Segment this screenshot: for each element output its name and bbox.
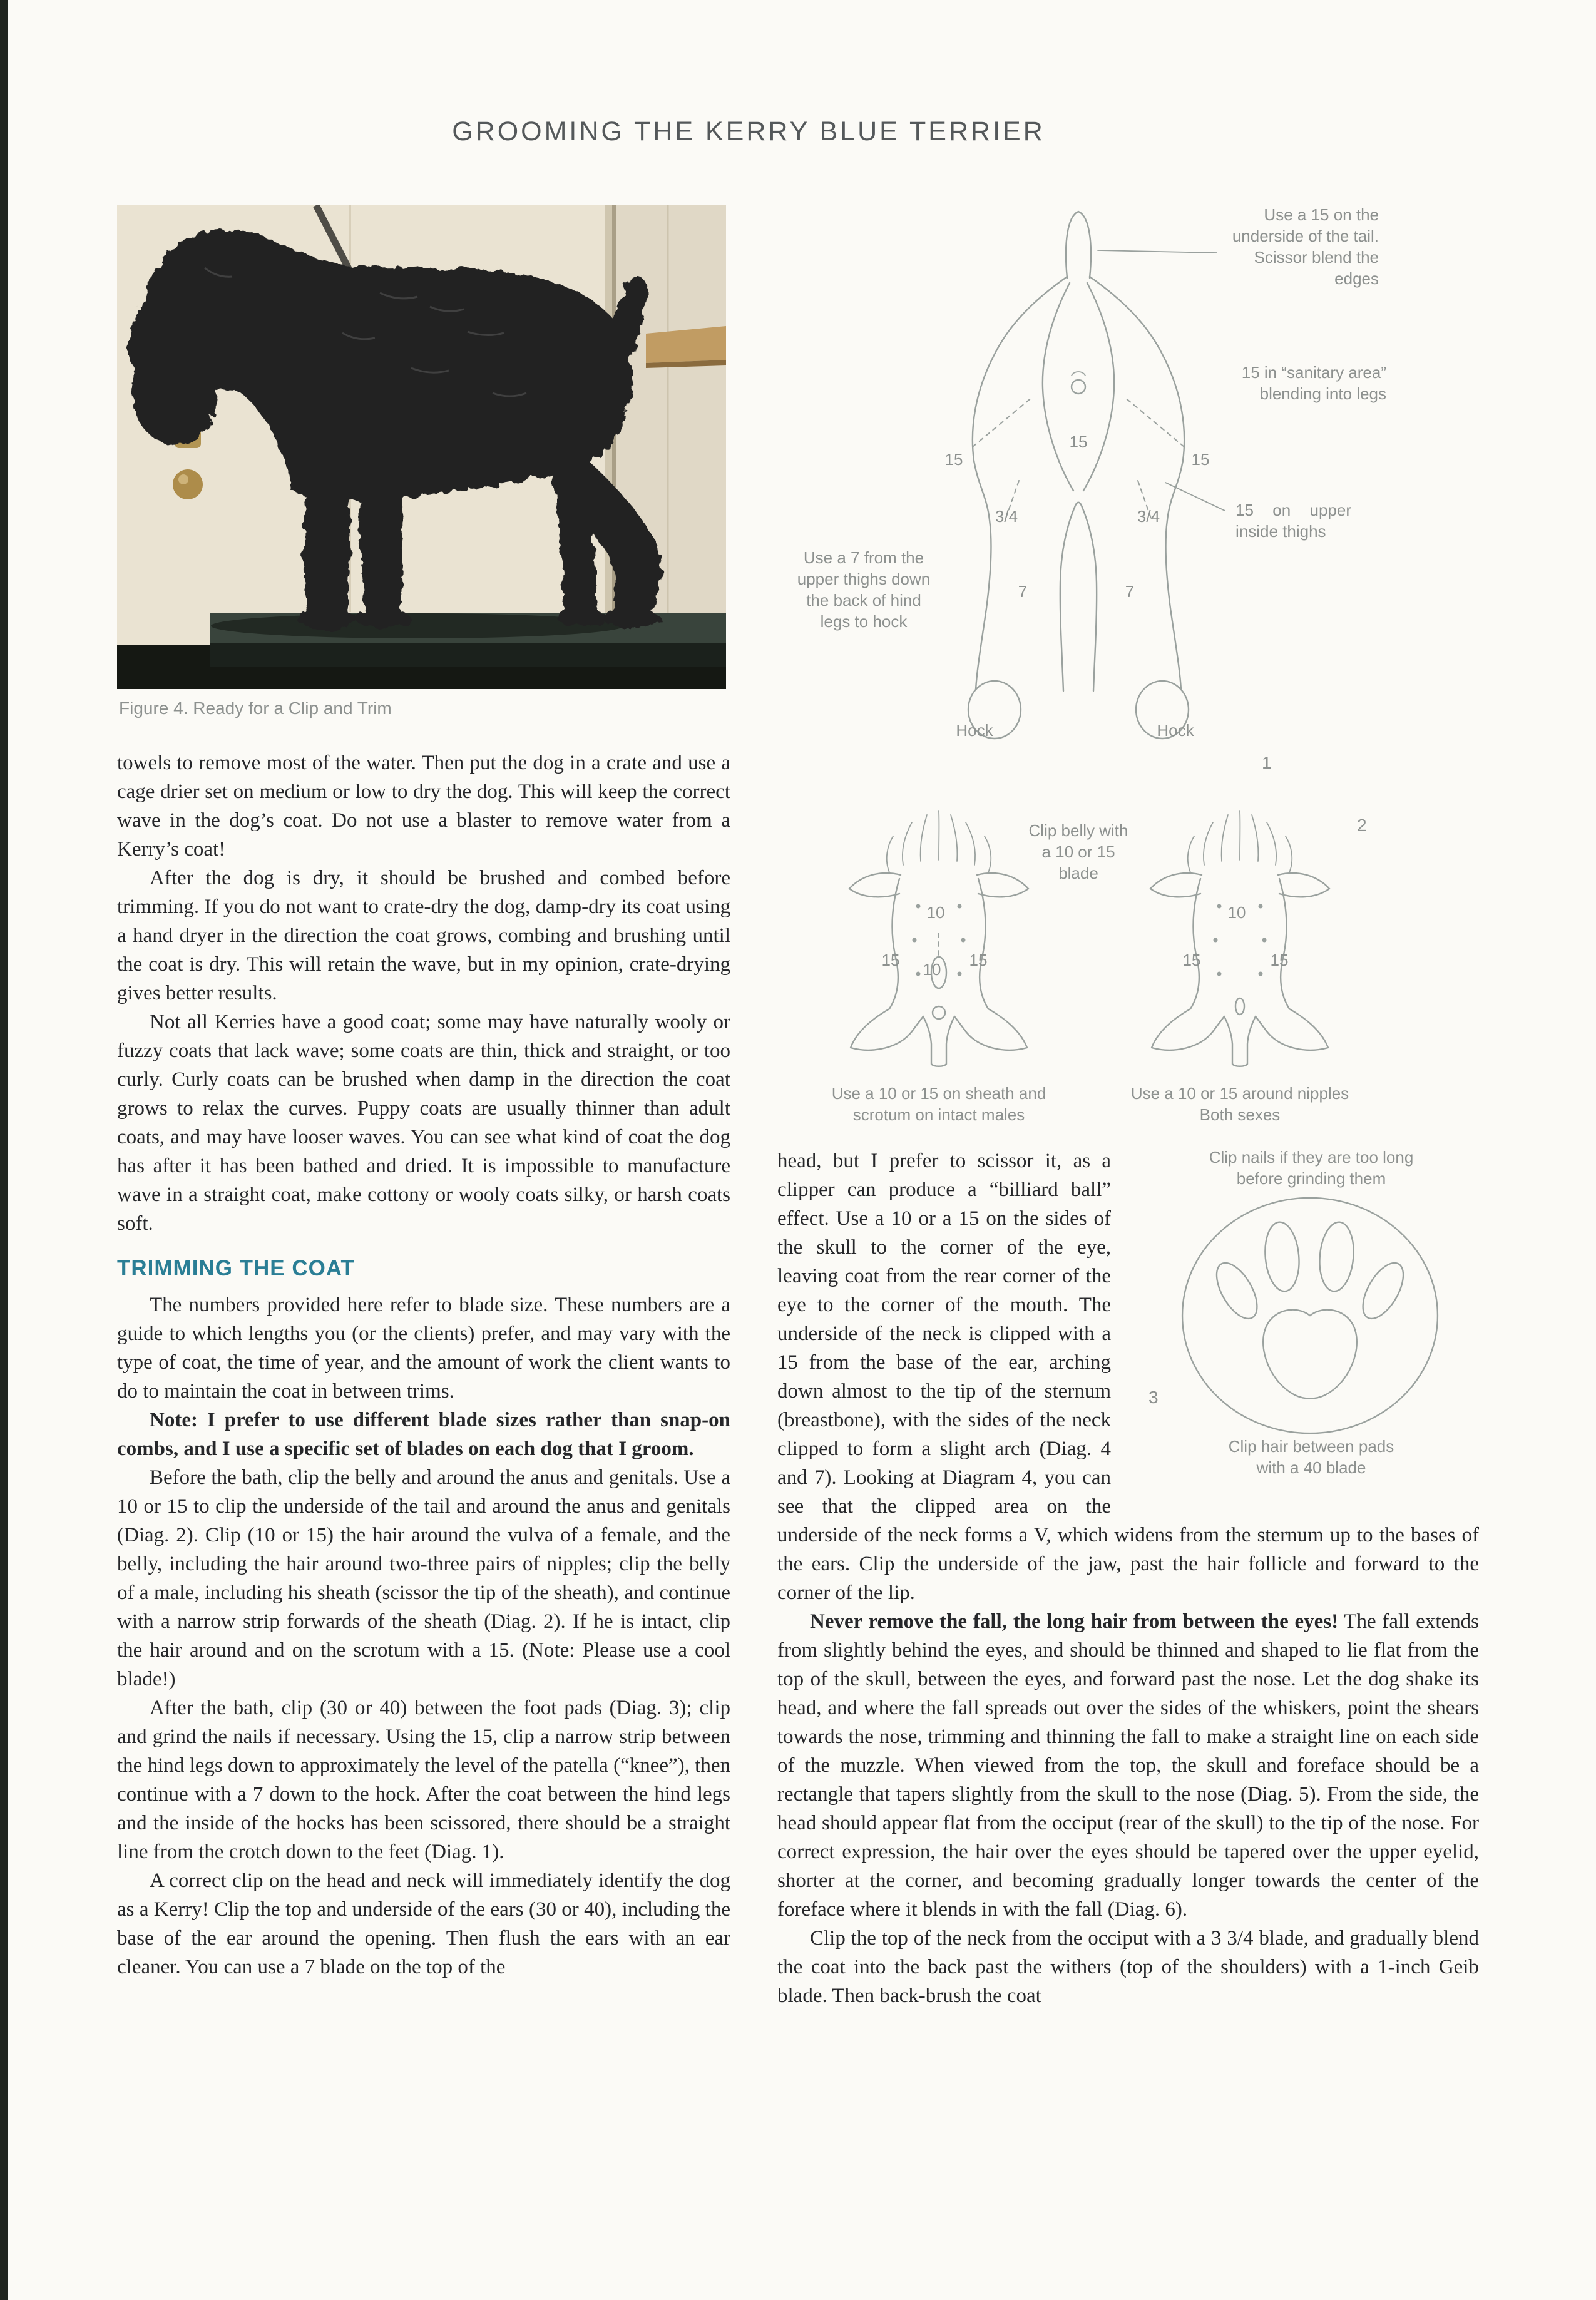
section-heading: TRIMMING THE COAT: [117, 1256, 355, 1280]
flank-left: [889, 879, 899, 1009]
dog-photo-figure: [117, 205, 726, 689]
diagram-label-thighs: 15 on upper inside thighs: [1235, 501, 1351, 541]
main-pad: [1263, 1310, 1357, 1399]
dog-beard: [132, 342, 217, 444]
leader-15-left: [973, 397, 1033, 447]
body-paragraph: towels to remove most of the water. Then put the dog in a crate and use a cage drier set on medium or low to dry the dog. This will keep the correct wave in the dog’s coat. Do not use a blaster to remove water from a Kerry’s coat!: [117, 752, 730, 861]
toe-pad: [1262, 1220, 1302, 1292]
diagram-label-tail: Use a 15 on the underside of the tail. Scissor blend the edges: [1232, 205, 1379, 288]
paw-diagram-drawing: [1175, 1192, 1445, 1439]
left-text-column: [117, 749, 730, 1981]
page-title: GROOMING THE KERRY BLUE TERRIER: [452, 116, 1045, 146]
diagram-belly: [777, 780, 1479, 1130]
bold-lead-sentence: Never remove the fall, the long hair from between the eyes!: [810, 1610, 1339, 1633]
blade-size-label: 15: [1191, 450, 1210, 469]
diagram-label-male: Use a 10 or 15 on sheath and scrotum on intact males: [831, 1084, 1046, 1124]
blade-size-label: 10: [923, 960, 941, 979]
blade-size-label: 15: [944, 450, 963, 469]
blade-size-label: 7: [1018, 582, 1028, 601]
figure-caption: Figure 4. Ready for a Clip and Trim: [119, 698, 392, 718]
dog-front-leg-near: [304, 481, 350, 622]
body-paragraph: Before the bath, clip the belly and around the anus and genitals. Use a 10 or 15 to clip the underside of the tail and around the anus and genitals (Diag. 2). Clip (10 or 15) the hair around the vulva of a female, and the belly, including the hair around two-three pairs of nipples; clip the belly of a male, including his sheath (scissor the tip of the sheath), and continue with a narrow strip forwards of the sheath (Diag. 2). If he is intact, clip the hair around and on the scrotum with a 15. (Note: Please use a cool blade!): [117, 1466, 730, 1690]
body-paragraph: head, but I prefer to scissor it, as a clipper can produce a “billiard ball” effect. Use a 10 or a 15 on the sides of the skull to the corner of the eye, leaving coat from the rear corner of the eye to the corner of the mouth. The underside of the neck is clipped with a 15 from the base of the ear, arching down almost to the tip of the sternum (breastbone), with the sides of the neck clipped to form a slight arch (Diag. 4 and 7). Looking at Diagram 4, you can see that the clipped area on the underside of the neck forms a V, which widens from the sternum up to the bases of the ears. Clip the underside of the jaw, past the hair follicle and forward to the corner of the lip.: [777, 1150, 1479, 1604]
diagram-paw: [1128, 1147, 1479, 1488]
rear-view-diagram-drawing: [934, 198, 1228, 764]
body-paragraph: Not all Kerries have a good coat; some may have naturally wooly or fuzzy coats that lack wave; some coats are thin, thick and straight, or too curly. Curly coats can be brushed when damp in the direction the coat grows to relax the curves. Puppy coats are usually thinner than adult coats, and may have looser waves. You can see what kind of coat the dog has after it has been bathed and dried. It is impossible to manufacture wave in a straight coat, make cottony or wooly coats silky, or harsh coats soft.: [117, 1011, 730, 1235]
page-spine-edge: [0, 0, 8, 2300]
diagram-label-sanitary: 15 in “sanitary area” blending into legs: [1241, 363, 1386, 403]
diagram-number: 3: [1148, 1388, 1159, 1407]
blade-size-label: 15: [969, 951, 988, 969]
diagram-number: 1: [1262, 753, 1272, 772]
belly-diagram-male-drawing: [829, 805, 1048, 1070]
diagram-label-both-line1: Use a 10 or 15 around nipples: [1130, 1084, 1349, 1103]
diagram-number: 2: [1357, 815, 1367, 835]
hind-leg-right: [954, 1009, 1027, 1050]
tail-outline: [1066, 212, 1091, 278]
tail-stub: [923, 1016, 954, 1066]
diagram-label-seven: Use a 7 from the upper thighs down the back of hind legs to hock: [797, 548, 931, 631]
diagram-rear-view: [777, 198, 1479, 780]
diagram-label-nails: Clip nails if they are too long before grinding them: [1209, 1148, 1414, 1188]
body-paragraph: The numbers provided here refer to blade size. These numbers are a guide to which lengths you (or the clients) prefer, and may vary with the type of coat, the time of year, and the amount of work the client wants to do to maintain the coat in between trims.: [117, 1294, 730, 1403]
paragraph-continuation: The fall extends from slightly behind the eyes, and should be thinned and shaped to lie flat from the top of the skull, between the eyes, and forward past the nose. Let the dog shake its head, and where the fall spreads out over the sides of the whiskers, point the shears towards the nose, trimming and thinning the fall to make a straight line on each side of the muzzle. When viewed from the top, the skull and foreface should be a rectangle that tapers slightly from the skull to the nose (Diag. 5). From the side, the head should appear flat from the occiput (rear of the skull) to the tip of the nose. For correct expression, the hair over the eyes should be tapered over the upper eyelid, shorter at the corner, and becoming gradually longer towards the center of the foreface where it blends in with the fall (Diag. 6).: [777, 1610, 1479, 1921]
grooming-table-edge: [210, 643, 726, 667]
body-paragraph: Clip the top of the neck from the occiput with a 3 3/4 blade, and gradually blend the coat into the back past the withers (top of the shoulders) with a 1-inch Geib blade. Then back-brush the coat: [777, 1927, 1479, 2007]
diagram-label-both-line2: Both sexes: [1199, 1105, 1281, 1124]
blade-size-label: 7: [1125, 582, 1135, 601]
door-knob: [173, 469, 203, 499]
blade-size-label: 15: [881, 951, 900, 969]
inner-right-leg: [1082, 506, 1097, 691]
anus-mark: [1072, 380, 1085, 394]
right-text-block: [777, 1147, 1479, 2010]
dog-front-leg-far: [359, 484, 402, 621]
outer-left-leg: [973, 277, 1067, 690]
blade-size-label: 10: [1227, 903, 1246, 922]
sanitary-area-left: [1043, 283, 1073, 491]
diagram-label-belly: Clip belly with a 10 or 15 blade: [1028, 821, 1128, 882]
hind-leg-left: [851, 1009, 923, 1050]
body-paragraph: After the bath, clip (30 or 40) between the foot pads (Diag. 3); clip and grind the nails if necessary. Using the 15, clip a narrow strip between the hind legs down to approximately the level of the patella (“knee”), then continue with a 7 down to the hock. After the coat between the hind legs and the inside of the hocks has been scissored, there should be a straight line from the crotch down to the feet (Diag. 1).: [117, 1697, 730, 1863]
front-leg-right: [977, 873, 1028, 897]
toe-pad: [1354, 1257, 1411, 1325]
inner-left-leg: [1060, 506, 1075, 691]
body-paragraph: After the dog is dry, it should be brushed and combed before trimming. If you do not want to crate-dry the dog, damp-dry its coat using a hand dryer in the direction the coat grows, combing and brushing until the coat is dry. This will retain the wave, but in my opinion, crate-drying gives better results.: [117, 867, 730, 1004]
crotch-line: [1075, 503, 1082, 506]
blade-size-label: 15: [1069, 432, 1088, 451]
belly-diagram-female-drawing: [1130, 805, 1349, 1070]
sanitary-area-right: [1083, 283, 1114, 491]
right-column: [777, 198, 1479, 2010]
diagram-label-both: [1121, 1083, 1359, 1125]
blade-size-label: 15: [1270, 951, 1289, 969]
toe-pad: [1209, 1257, 1266, 1325]
leader-thighs: [1165, 483, 1225, 511]
blade-size-label: 15: [1182, 951, 1201, 969]
hock-label: Hock: [1157, 721, 1194, 740]
blade-size-label: 10: [926, 903, 945, 922]
blade-size-label: 3/4: [1137, 507, 1160, 526]
leader-tail: [1098, 250, 1217, 253]
flank-right: [978, 879, 988, 1009]
leader-15-right: [1124, 397, 1184, 447]
hock-label: Hock: [956, 721, 993, 740]
vulva-outline: [1235, 998, 1244, 1015]
body-paragraph: [777, 1607, 1479, 1924]
scrotum-outline: [933, 1006, 945, 1019]
diagram-label-pads: Clip hair between pads with a 40 blade: [1228, 1437, 1394, 1477]
body-paragraph: A correct clip on the head and neck will immediately identify the dog as a Kerry! Clip the top and underside of the ears (30 or 40), including the base of the ear around the opening. Then flush the ears with an ear cleaner. You can use a 7 blade on the top of the: [117, 1869, 730, 1978]
door-knob-highlight: [178, 474, 188, 484]
note-paragraph: Note: I prefer to use different blade sizes rather than snap-on combs, and I use a specific set of blades on each dog that I groom.: [117, 1409, 730, 1460]
outer-right-leg: [1090, 277, 1184, 690]
toe-pad: [1317, 1220, 1356, 1292]
front-leg-left: [849, 873, 901, 897]
blade-size-label: 3/4: [995, 507, 1018, 526]
